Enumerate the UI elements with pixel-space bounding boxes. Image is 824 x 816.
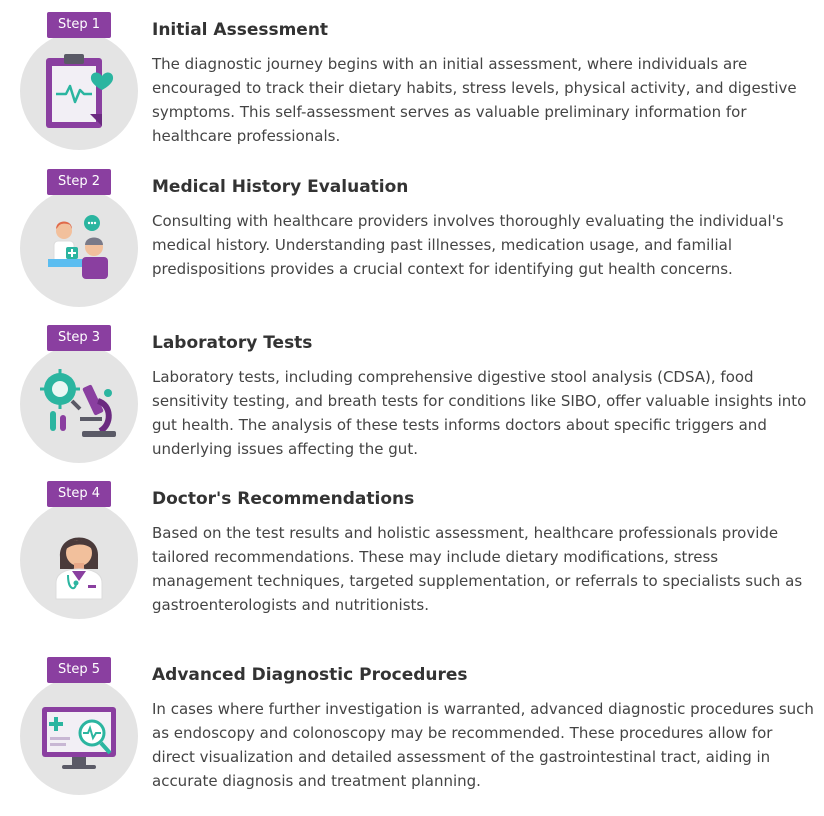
step-3-icon-wrap [20,325,140,465]
step-2-text [152,175,816,281]
step-5-badge: Step 5 [47,657,111,683]
step-3-badge: Step 3 [47,325,111,351]
step-2-title: Medical History Evaluation [152,177,409,197]
step-4-badge: Step 4 [47,481,111,507]
step-4-circle [20,501,138,619]
microscope-lab-icon [20,345,138,463]
step-2-badge: Step 2 [47,169,111,195]
doctor-patient-consultation-icon [20,189,138,307]
step-4-title: Doctor's Recommendations [152,489,415,509]
step-3-circle [20,345,138,463]
step-1-text [152,18,816,148]
step-5-icon-wrap [20,657,140,797]
monitor-diagnosis-icon [20,677,138,795]
step-5-title: Advanced Diagnostic Procedures [152,665,468,685]
step-3-title: Laboratory Tests [152,333,313,353]
step-3-text [152,331,816,461]
step-2-circle [20,189,138,307]
step-3-description: Laboratory tests, including comprehensive digestive stool analysis (CDSA), food sensitivity testing, and breath tests for conditions like SIBO, offer valuable insights into gut health. The analysis of these tests informs doctors about specific triggers and underlying issues affecting the gut. [152,368,807,458]
step-1-description: The diagnostic journey begins with an initial assessment, where individuals are encouraged to track their dietary habits, stress levels, physical activity, and digestive symptoms. This self-assessment serves as valuable preliminary information for healthcare professionals. [152,55,797,145]
step-1-icon-wrap [20,12,140,152]
step-5-text [152,663,816,793]
step-2-description: Consulting with healthcare providers involves thoroughly evaluating the individual's medical history. Understanding past illnesses, medication usage, and familial predispositions provides a crucial context for identifying gut health concerns. [152,212,784,278]
step-1-title: Initial Assessment [152,20,329,40]
step-1-badge: Step 1 [47,12,111,38]
step-1-circle [20,32,138,150]
step-4-description: Based on the test results and holistic assessment, healthcare professionals provide tailored recommendations. These may include dietary modifications, stress management techniques, targeted supplementation, or referrals to specialists such as gastroenterologists and nutritionists. [152,524,803,614]
step-4-icon-wrap [20,481,140,621]
step-2-icon-wrap [20,169,140,309]
step-4-text [152,487,816,617]
step-5-description: In cases where further investigation is warranted, advanced diagnostic procedures such as endoscopy and colonoscopy may be recommended. These procedures allow for direct visualization and detailed assessment of the gastrointestinal tract, aiding in accurate diagnosis and treatment planning. [152,700,814,790]
clipboard-heart-icon [20,32,138,150]
step-5-circle [20,677,138,795]
doctor-icon [20,501,138,619]
